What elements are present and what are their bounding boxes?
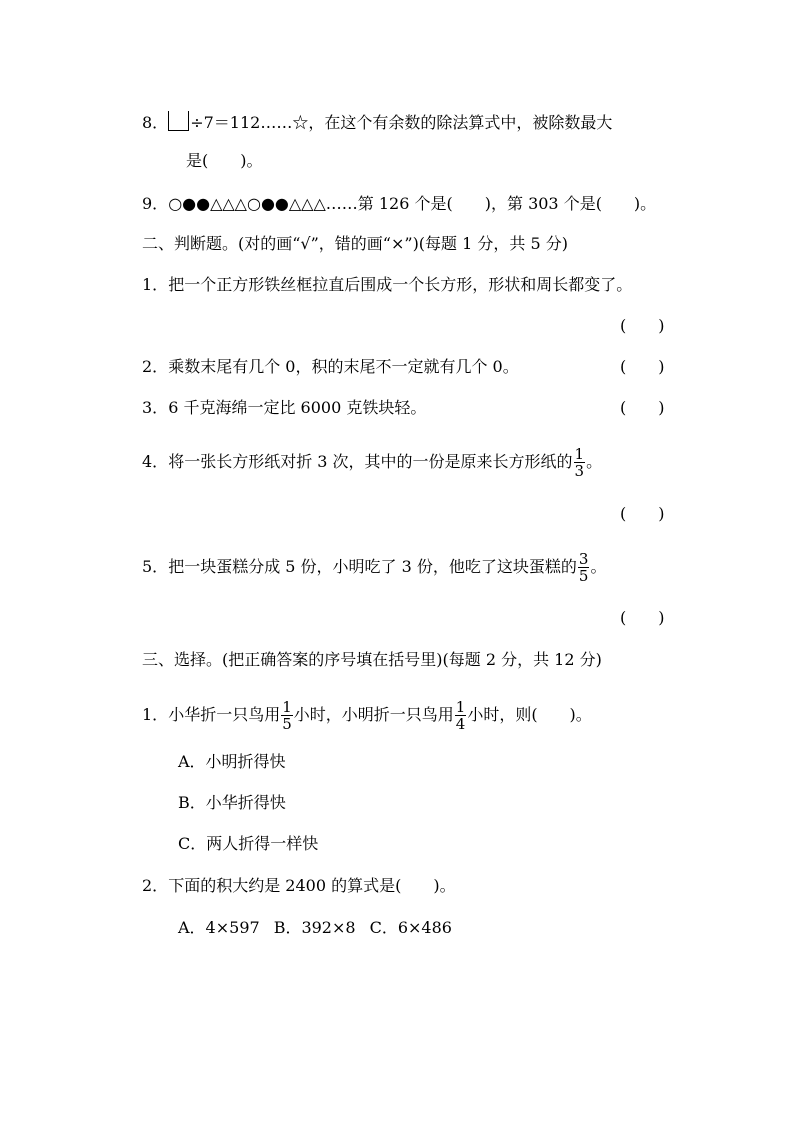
section3-heading: 三、选择。(把正确答案的序号填在括号里)(每题 2 分，共 12 分) xyxy=(142,650,602,669)
choice-q1-text-1: 小华折一只鸟用 xyxy=(168,705,281,724)
judge-answer-paren-3: ( ) xyxy=(620,398,665,417)
choice-q1-option-c: C．两人折得一样快 xyxy=(178,834,319,853)
choice-q2-option-c: C．6×486 xyxy=(369,918,452,937)
fraction-denominator: 4 xyxy=(455,715,466,733)
choice-q2-options xyxy=(178,918,452,938)
choice-q2-option-a: A．4×597 xyxy=(178,918,260,937)
q8-line xyxy=(142,111,612,133)
judge-item-number: 4． xyxy=(142,452,169,471)
judge-item-text: 把一块蛋糕分成 5 份，小明吃了 3 份，他吃了这块蛋糕的 xyxy=(168,557,577,576)
judge-item-5 xyxy=(142,551,606,584)
section2-heading: 二、判断题。(对的画“√”，错的画“×”)(每题 1 分，共 5 分) xyxy=(142,234,568,253)
fraction xyxy=(578,551,590,584)
judge-item-text: 把一个正方形铁丝框拉直后围成一个长方形，形状和周长都变了。 xyxy=(168,275,633,294)
choice-q1-text-2: 小时，小明折一只鸟用 xyxy=(293,705,454,724)
sentence-end: 。 xyxy=(590,557,607,576)
q8-number: 8． xyxy=(142,113,169,132)
fraction-numerator: 1 xyxy=(455,698,466,716)
judge-answer-paren-4: ( ) xyxy=(620,504,665,523)
choice-q2-option-b: B．392×8 xyxy=(273,918,356,937)
fraction-denominator: 3 xyxy=(574,462,585,480)
choice-q1-text-3: 小时，则( )。 xyxy=(467,705,592,724)
fraction-numerator: 3 xyxy=(578,550,589,568)
choice-q1-number: 1． xyxy=(142,705,169,724)
judge-answer-paren-2: ( ) xyxy=(620,357,665,376)
fraction-numerator: 1 xyxy=(282,698,292,716)
judge-item-2 xyxy=(142,357,519,377)
fraction xyxy=(455,699,467,732)
judge-item-text: 6 千克海绵一定比 6000 克铁块轻。 xyxy=(168,398,427,417)
q9-number: 9． xyxy=(142,194,169,213)
fraction-denominator: 5 xyxy=(282,715,292,733)
judge-item-text: 将一张长方形纸对折 3 次，其中的一份是原来长方形纸的 xyxy=(168,452,573,471)
sentence-end: 。 xyxy=(586,452,603,471)
judge-item-number: 5． xyxy=(142,557,169,576)
judge-item-4 xyxy=(142,446,602,479)
fraction-denominator: 5 xyxy=(578,567,589,585)
q9-text: ○●●△△△○●●△△△……第 126 个是( )，第 303 个是( )。 xyxy=(168,194,657,213)
judge-item-1 xyxy=(142,275,632,295)
judge-item-number: 3． xyxy=(142,398,169,417)
q8-text: ÷7＝112……☆，在这个有余数的除法算式中，被除数最大 xyxy=(190,113,613,132)
answer-box xyxy=(168,111,189,131)
fraction xyxy=(281,699,293,732)
judge-item-text: 乘数末尾有几个 0，积的末尾不一定就有几个 0。 xyxy=(168,357,519,376)
judge-answer-paren-5: ( ) xyxy=(620,608,665,627)
fraction-numerator: 1 xyxy=(574,445,585,463)
choice-q2 xyxy=(142,876,456,896)
judge-item-3 xyxy=(142,398,426,418)
judge-item-number: 2． xyxy=(142,357,169,376)
choice-q1 xyxy=(142,699,592,732)
choice-q1-option-b: B．小华折得快 xyxy=(178,793,286,812)
judge-item-number: 1． xyxy=(142,275,169,294)
choice-q1-option-a: A．小明折得快 xyxy=(178,752,286,771)
judge-answer-paren-1: ( ) xyxy=(620,316,665,335)
fraction xyxy=(574,446,586,479)
q9-line xyxy=(142,194,656,214)
q8-continuation: 是( )。 xyxy=(186,151,263,170)
choice-q2-number: 2． xyxy=(142,876,169,895)
choice-q2-text: 下面的积大约是 2400 的算式是( )。 xyxy=(168,876,456,895)
